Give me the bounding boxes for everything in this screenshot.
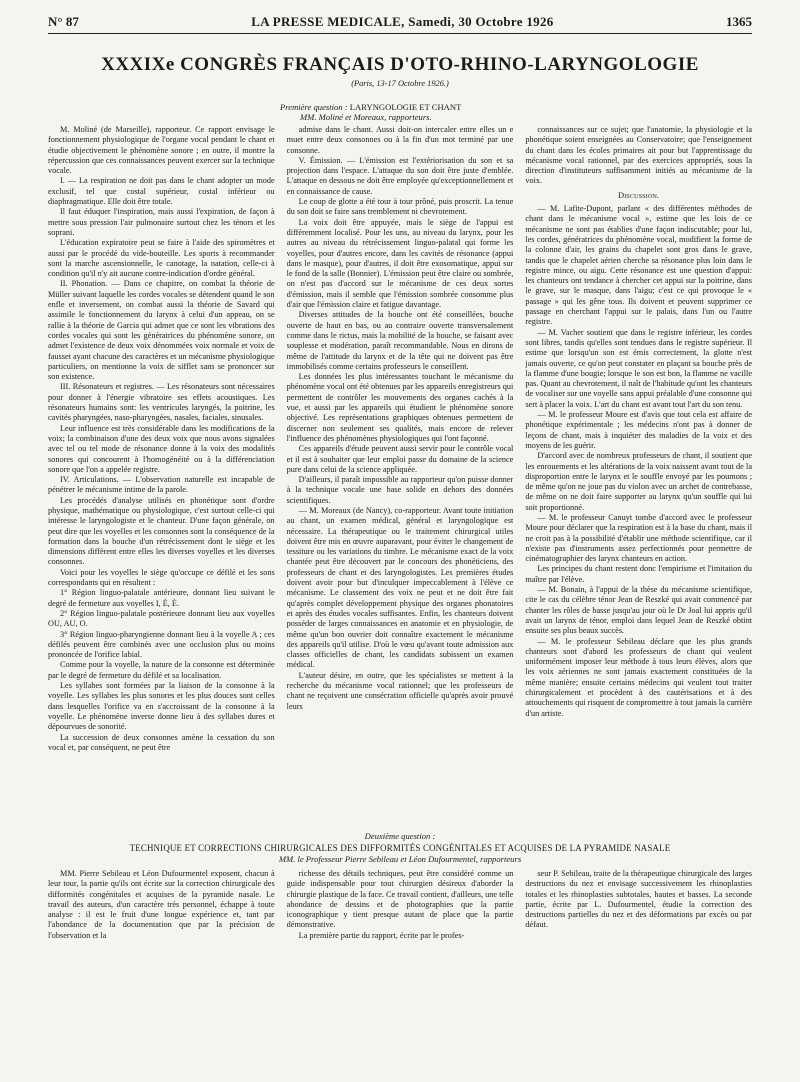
congress-title: XXXIXe CONGRÈS FRANÇAIS D'OTO-RHINO-LARYNGOLOGIE xyxy=(101,54,699,75)
paragraph: seur P. Sebileau, traite de la thérapeutique chirurgicale des larges destructions du nez et envisage successivement les rhinoplasties totales et les rhinoplasties subtotales, hautes et basses. La seconde partie, écrite par L. Dufourmentel, étudie la correction des destructions partielles du nez et des déformations par excès ou par défaut. xyxy=(525,869,752,930)
second-question-rapporteurs: MM. le Professeur Pierre Sebileau et Léon Dufourmentel, rapporteurs xyxy=(278,854,522,864)
journal-title: LA PRESSE MEDICALE, Samedi, 30 Octobre 1926 xyxy=(251,14,554,29)
paragraph: La succession de deux consonnes amène la cessation du son vocal et, par conséquent, ne peut être xyxy=(48,732,275,752)
paragraph: — M. Bonain, à l'appui de la thèse du mécanisme scientifique, cite le cas du célèbre ténor Jean de Reszké qui avait commencé par chanter les rôles de basse jusqu'au jour où le Dr Joal lui appris qu'il avait un larynx de ténor, emploi dans lequel Jean de Reszké obtint ensuite ses plus beaux succès. xyxy=(525,585,752,636)
paragraph: connaissances sur ce sujet; que l'anatomie, la physiologie et la phonétique soient enseignées au Conservatoire; que l'enseignement du chant dans les écoles primaires ait pour but l'apprentissage du mécanisme vocal rationnel, par des exercices appropriés, sous la direction d'instituteurs suffisamment initiés au mécanisme de la voix. xyxy=(525,125,752,186)
paragraph: MM. Pierre Sebileau et Léon Dufourmentel exposent, chacun à leur tour, la partie qu'ils ont écrite sur la correction chirurgicale des difformités congénitales et acquises de la pyramide nasale. Le travail des auteurs, d'un caractère très personnel, échappe à toute analyse : il est le fruit d'une longue expérience et, tant par l'abondance de la documentation que par la précision de l'observation et la xyxy=(48,869,275,940)
paragraph: Comme pour la voyelle, la nature de la consonne est déterminée par le degré de fermeture du défilé et sa localisation. xyxy=(48,660,275,680)
column-5 xyxy=(287,869,514,979)
first-question-rapporteurs: MM. Moliné et Moreaux, rapporteurs. xyxy=(300,112,432,122)
first-question-label: Première question : xyxy=(280,102,348,112)
paragraph: Ces appareils d'étude peuvent aussi servir pour le contrôle vocal et il est à souhaiter que leur emploi passe du domaine de la science pure dans celui de la science appliquée. xyxy=(286,444,514,474)
first-question-topic: LARYNGOLOGIE ET CHANT xyxy=(349,102,462,112)
paragraph: La voix doit être appuyée, mais le siège de l'appui est différemment localisé. Pour les uns, au niveau du larynx, pour les autres au niveau du rétrécissement linguo-palatal qui forme les voyelles, pour d'autres encore, dans les cavités de résonance (appui dans le masque), pour d'autres, il doit être exosomatique, appui sur le fond de la salle (Bonnier). L'émission peut être claire ou sombrée, on n'est pas d'accord sur le mécanisme de ces deux sortes d'émission, mais il semble que l'émission sombrée consomme plus d'air que l'émission claire et fatigue davantage. xyxy=(286,217,514,310)
paragraph: V. Émission. — L'émission est l'extériorisation du son et sa projection dans l'espace. L'attaque du son doit être juste d'emblée. L'attaque en dessous ne doit être employée qu'exceptionnellement et en connaissance de cause. xyxy=(286,155,514,196)
paragraph: Les données les plus intéressantes touchant le mécanisme du phénomène vocal ont été obtenues par les appareils enregistreurs qui permettent de contrôler les mouvements des organes cachés à la vue, et aussi par les appareils qui étudient le phénomène sonore objectivé. Les représentations graphiques obtenues permettent de discerner non seulement ses qualités, mais encore de relever l'influence des phénomènes physiologiques qui l'ont façonné. xyxy=(286,372,514,443)
paragraph: admise dans le chant. Aussi doit-on intercaler entre elles un e muet entre deux consonnes ou à la fin d'un mot terminé par une consonne. xyxy=(286,125,514,155)
column-3 xyxy=(525,125,752,825)
second-question-columns xyxy=(48,869,752,979)
paragraph: richesse des détails techniques, peut être considéré comme un guide indispensable pour tout chirurgien désireux d'aborder la chirurgie plastique de la face. Ce travail contient, d'ailleurs, une telle abondance de dessins et de photographies que la partie iconographique y tient presque autant de place que la partie démonstrative. xyxy=(286,869,514,930)
congress-dates: (Paris, 13-17 Octobre 1926.) xyxy=(351,79,449,88)
issue-number: N° 87 xyxy=(48,14,79,29)
paragraph: Il faut éduquer l'inspiration, mais aussi l'expiration, de façon à mettre sous pression l'air pulmonaire surtout chez les ténors et les soprani. xyxy=(48,207,275,237)
paragraph: Leur influence est très considérable dans les modifications de la voix; la combinaison d'une des deux voix que nous avons signalées avec tel ou tel mode de résonance donne à la voix des modalités sonores qui concourent à l'homogénéité ou à la différenciation sonore que l'on a appelée registre. xyxy=(48,423,275,474)
paragraph: Les principes du chant restent donc l'empirisme et l'imitation du maître par l'élève. xyxy=(525,564,752,584)
paragraph: — M. Lafite-Dupont, parlant « des différentes méthodes de chant dans le mécanisme vocal », estime que les lois de ce mécanisme ne sont pas établies d'une façon indiscutable; pour lui, les cordes, génératrices du phénomène vocal, modifient la forme de la colonne d'air, les grains du chapelet sont gros dans le grave, tandis que le chapelet aérien cherche sa résonance plus loin dans le registre mince, ou aigu. Cette résonance est une question d'appui: les chanteurs ont tendance à chercher cet appui sur la poitrine, dans le grave, sur le masque, dans l'aigu; c'est ce qui provoque le « passage » qui les gêne tous. Ils doivent et peuvent supprimer ce passage en cherchant l'appui sur le palais, dans l'un ou l'autre registre. xyxy=(525,204,752,327)
paragraph: — M. le professeur Canuyt tombe d'accord avec le professeur Moure pour déclarer que la respiration est à la base du chant, mais il ne croit pas à la possibilité d'établir une méthode scientifique, car il n'existe pas d'instruments assez perfectionnés pour permettre de cinématographier des larynx chanteurs en action. xyxy=(525,512,752,564)
paragraph: Les procédés d'analyse utilisés en phonétique sont d'ordre physique, mathématique ou physiologique, c'est surtout celle-ci qui intéresse le laryngologiste et le chanteur. D'une façon générale, on peut dire que les voyelles et les consonnes sont la conséquence de la formation dans la bouche d'un rétrécissement dont le siège et les dimensions diffèrent entre elles les diverses voyelles et les diverses consonnes. xyxy=(48,495,275,567)
paragraph: L'auteur désire, en outre, que les spécialistes se mettent à la recherche du mécanisme vocal rationnel; que les professeurs de chant ne reçoivent une consécration officielle qu'après avoir prouvé leurs xyxy=(286,670,514,711)
paragraph: Le coup de glotte a été tour à tour prôné, puis proscrit. La tenue du son doit se faire sans tremblement ni chevrotement. xyxy=(286,197,514,217)
paragraph: 3° Région linguo-pharyngienne donnant lieu à la voyelle A ; ces défilés peuvent être combinés avec une occlusion plus ou moins prononcée de l'orifice labial. xyxy=(48,629,275,660)
paragraph: M. Moliné (de Marseille), rapporteur. Ce rapport envisage le fonctionnement physiologique de l'organe vocal pendant le chant et étudie objectivement le phénomène sonore ; en outre, il montre la répercussion que ces connaissances peuvent exercer sur la technique vocale. xyxy=(48,125,275,176)
first-question-heading xyxy=(280,102,752,122)
paragraph: I. — La respiration ne doit pas dans le chant adopter un mode exclusif, tel que costal supérieur, costal inférieur ou diaphragmatique. Elle doit être totale. xyxy=(48,176,275,207)
running-header xyxy=(48,14,752,34)
paragraph: II. Phonation. — Dans ce chapitre, on combat la théorie de Müller suivant laquelle les cordes vocales se détendent quand le son enfle et inversement, on combat aussi la théorie de Savard qui assimile le fonctionnement du larynx à celui d'un appeau, on se rallie à la théorie de Garcia qui admet que ce sont les vibrations des cordes vocales qui sont les génératrices du phénomène sonore, on admet l'existence de deux voix dénommées voix normale et voix de fausset ayant chacune des caractères et un mécanisme physiologique particuliers, on mentionne la voix de sifflet sans se prononcer sur son existence. xyxy=(48,279,275,382)
paragraph: D'ailleurs, il paraît impossible au rapporteur qu'on puisse donner à la technique vocale une base solide en dehors des données scientifiques. xyxy=(286,475,514,505)
paragraph: IV. Articulations. — L'observation naturelle est incapable de pénétrer le mécanisme intime de la parole. xyxy=(48,475,275,495)
column-6 xyxy=(525,869,752,979)
paragraph: D'accord avec de nombreux professeurs de chant, il soutient que les enrouements et les altérations de la voix naissent avant tout de la disproportion entre le larynx et le souffle envoyé par les poumons ; de même qu'on ne joue pas du violon avec un archet de contrebasse, de même on ne doit faire supporter au larynx qu'un souffle qui lui soit proportionné. xyxy=(525,451,752,512)
page-folio: 1365 xyxy=(725,14,752,29)
paragraph: — M. Vacher soutient que dans le registre inférieur, les cordes sont libres, tandis qu'elles sont tendues dans le registre supérieur. Il estime que lorsqu'un son est émis correctement, la glotte n'est jamais ouverte, ce qu'on peut constater en plaçant sa bouche près de la flamme d'une bougie; lorsque le son est bon, la flamme ne vacille pas. Quant au chevrotement, il naît de l'habitude qu'ont les chanteurs de vocaliser sur une voyelle sans appui préalable d'une consonne qui sert à placer la voix. L'art du chant est avant tout l'art du son tenu. xyxy=(525,327,752,409)
second-question-title: TECHNIQUE ET CORRECTIONS CHIRURGICALES DES DIFFORMITÉS CONGÉNITALES ET ACQUISES DE LA PYRAMIDE NASALE xyxy=(129,843,671,853)
paragraph: Les syllabes sont formées par la liaison de la consonne à la voyelle. Les syllabes les plus sonores et les plus douces sont celles dans lesquelles l'orifice va en s'accroissant de la consonne à la voyelle. Le phénomène inverse donne lieu à des syllabes dures et dépourvues de sonorité. xyxy=(48,681,275,732)
column-2 xyxy=(287,125,514,825)
paragraph: Diverses attitudes de la bouche ont été conseillées, bouche ouverte de haut en bas, ou au contraire ouverte transversalement comme dans le rictus, mais la mobilité de la bouche, se faisant avec souplesse et modération, paraît recommandable. Nous en dirons de même de l'attitude du larynx et de la tête qui ne doivent pas être immobilisés comme certains professeurs le conseillent. xyxy=(286,310,514,371)
column-1 xyxy=(48,125,275,825)
paragraph: L'éducation expiratoire peut se faire à l'aide des spiromètres et aussi par le procédé du vide-bouteille. Les sports à recommander sont la marche ascensionnelle, le canotage, la natation, celle-ci à condition qu'il n'y ait aucune contre-indication d'ordre général. xyxy=(48,238,275,279)
paragraph: — M. Moreaux (de Nancy), co-rapporteur. Avant toute initiation au chant, un examen médical, général et laryngologique est nécessaire. La thérapeutique ou le traitement chirurgical utiles doivent être mis en œuvre auparavant, pour éviter le changement de tessiture ou les variations du timbre. Le mécanisme exact de la voix chantée peut être découvert par le concours des phonéticiens, des professeurs de chant et des laryngologistes. Les premières études doivent avoir pour but d'inculquer impeccablement à l'élève ce mécanisme. Le classement des voix ne peut et ne doit être fait qu'après complet développement physique des organes phonatoires et après des études vocales suffisantes. Enfin, les chanteurs doivent posséder de larges connaissances en anatomie et en physiologie, de même qu'un bon ouvrier doit connaître exactement le mécanisme des appareils qu'il utilise. D'où le vœu qu'avant toute admission aux classes officielles de chant, les candidats subissent un examen médical. xyxy=(286,505,514,670)
paragraph: La première partie du rapport, écrite par le profes- xyxy=(298,930,465,940)
paragraph: 1° Région linguo-palatale antérieure, donnant lieu suivant le degré de fermeture aux voyelles I, É, È. xyxy=(48,588,275,608)
column-4 xyxy=(48,869,275,979)
paragraph: 2° Région linguo-palatale postérieure donnant lieu aux voyelles OU, AU, O. xyxy=(48,608,275,629)
paragraph: Voici pour les voyelles le siège qu'occupe ce défilé et les sons correspondants qui en résultent : xyxy=(48,567,275,588)
discussion-heading: Discussion. xyxy=(618,190,660,200)
second-question-label: Deuxième question : xyxy=(364,831,436,841)
paragraph: — M. le professeur Sebileau déclare que les plus grands chanteurs sont d'abord les professeurs de chant qui veulent uniformément imposer leur méthode à tous leurs élèves, alors que les voix aériennes ne sont jamais exactement constituées de la même manière; ensuite certains médecins qui veulent tout traiter chirurgicalement et procèdent à des cautérisations et à des attouchements qui risquent de compromettre à tout jamais la carrière d'un artiste. xyxy=(525,636,752,718)
paragraph: — M. le professeur Moure est d'avis que tout cela est affaire de phonétique expérimentale ; les médecins n'ont pas à donner de leçons de chant, mais à inquiéter des maladies de la voix et des moyens de les guérir. xyxy=(525,410,752,450)
paragraph: III. Résonateurs et registres. — Les résonateurs sont nécessaires pour donner à l'énergie vibratoire ses effets acoustiques. Les résonateurs humains sont: les ventricules laryngés, la poitrine, les cavités pharyngées, naso-pharyngées, nasales, faciales, sinusales. xyxy=(48,382,275,423)
first-question-columns xyxy=(48,125,752,825)
